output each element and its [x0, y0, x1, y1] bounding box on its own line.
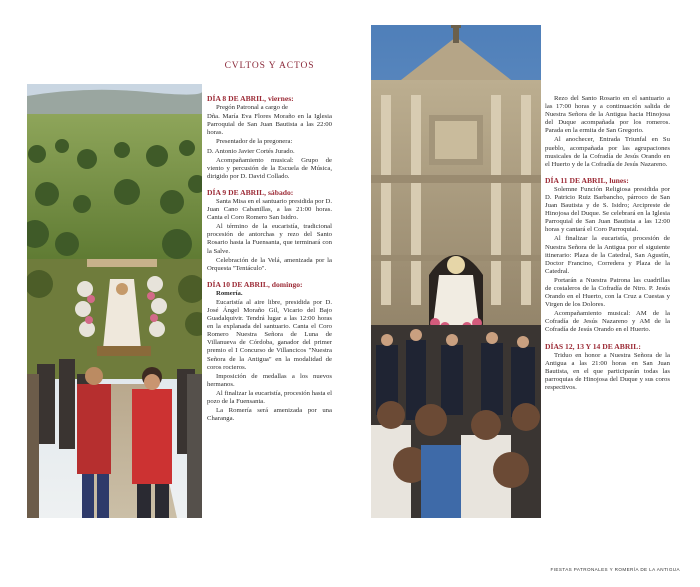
day-11-paragraph: Portarán a Nuestra Patrona las cuadrillas de costaleros de la Cofradía de Ntro. P. Jesús Orando en el Huerto, con la Cruz a Cuestas y Virgen de los Dolores. [545, 276, 670, 309]
day-10-paragraph: Al finalizar la eucaristía, procesión hasta el pozo de la Fuensanta. [207, 389, 332, 405]
page-footer: FIESTAS PATRONALES Y ROMERÍA DE LA ANTIGUA [550, 567, 680, 572]
day-10-paragraph: Eucaristía al aire libre, presidida por D. José Ángel Moraño Gil, Vicario del Bajo Guadalquivir. Tendrá lugar a las 12:00 horas en la explanada del santuario. Canta el Coro Romero Nuestra Señora de Luna de Villanueva de Córdoba, ganador del primer premio el I Concurso de Villancicos "Nuestra Señora de la Antigua" en la modalidad de coros rocieros. [207, 298, 332, 371]
procession-photo-left [27, 84, 202, 518]
right-text-column [545, 95, 670, 393]
section-title: CVLTOS Y ACTOS [224, 61, 315, 71]
day-10-paragraph: Imposición de medallas a los nuevos hermanos. [207, 372, 332, 388]
day-10-paragraph: La Romería será amenizada por una Charanga. [207, 407, 332, 423]
intro-paragraph: Rezo del Santo Rosario en el santuario a las 17:00 horas y a continuación salida de Nuestra Señora de la Antigua hacia Hinojosa del Duque acompañada por los romeros. Parada en la ermita de San Gregorio. [545, 95, 670, 135]
church-procession-photo-right [371, 25, 541, 518]
day-9-heading: DÍA 9 DE ABRIL, sábado: [207, 187, 294, 197]
day-9-paragraph: Celebración de la Velá, amenizada por la Orquesta "Tentáculo". [207, 256, 332, 272]
day-8-paragraph: Pregón Patronal a cargo de [216, 104, 288, 112]
day-11-paragraph: Al finalizar la eucaristía, procesión de Nuestra Señora de la Antigua por el siguiente itinerario: Plaza de la Catedral, San Agustín, Doctor Francino, Corredera y Plaza de la Catedral. [545, 235, 670, 275]
day-11-paragraph: Solemne Función Religiosa presidida por D. Patricio Ruiz Barbancho, párroco de San Juan Bautista y de S. Isidro; Arcipreste de Hinojosa del Duque. Se celebrará en la Iglesia Parroquial de San Juan Bautista a las 12:00 horas y cantará el Coro Parroquial. [545, 185, 670, 234]
day-9-paragraph: Al término de la eucaristía, tradicional procesión de antorchas y rezo del Santo Rosario hasta la Fuensanta, que terminará con la Salve. [207, 223, 332, 255]
day-11-heading: DÍA 11 DE ABRIL, lunes: [545, 175, 629, 185]
days-12-14-paragraph: Triduo en honor a Nuestra Señora de la Antigua a las 21:00 horas en San Juan Bautista, en el que participarán todas las parroquias de Hinojosa del Duque y sus coros respectivos. [545, 351, 670, 391]
day-8-heading: DÍA 8 DE ABRIL, viernes: [207, 94, 294, 104]
days-12-14-heading: DÍAS 12, 13 Y 14 DE ABRIL: [545, 341, 641, 351]
day-10-heading: DÍA 10 DE ABRIL, domingo: [207, 279, 303, 289]
left-text-column [207, 62, 332, 424]
day-8-paragraph: D. Antonio Javier Cortés Jurado. [207, 147, 295, 155]
day-10-paragraph: Romería. [216, 289, 243, 297]
day-8-paragraph: Presentador de la pregonera: [216, 138, 293, 146]
day-8-paragraph: Acompañamiento musical: Grupo de viento y percusión de la Escuela de Música, dirigido por D. David Collado. [207, 156, 332, 180]
intro-paragraph: Al anochecer, Entrada Triunfal en Su pueblo, acompañada por las agrupaciones musicales de la Cofradía de Jesús Orando en el Huerto y de la Cofradía de Jesús Nazareno. [545, 136, 670, 168]
day-11-paragraph: Acompañamiento musical: AM de la Cofradía de Jesús Nazareno y AM de la Cofradía de Jesús Orando en el Huerto. [545, 310, 670, 334]
day-9-paragraph: Santa Misa en el santuario presidida por D. Juan Cano Cabanillas, a las 21:00 horas. Canta el Coro Romero San Isidro. [207, 197, 332, 222]
day-8-paragraph: Dña. María Eva Flores Moraño en la Iglesia Parroquial de San Juan Bautista a las 22:00 horas. [207, 113, 332, 137]
